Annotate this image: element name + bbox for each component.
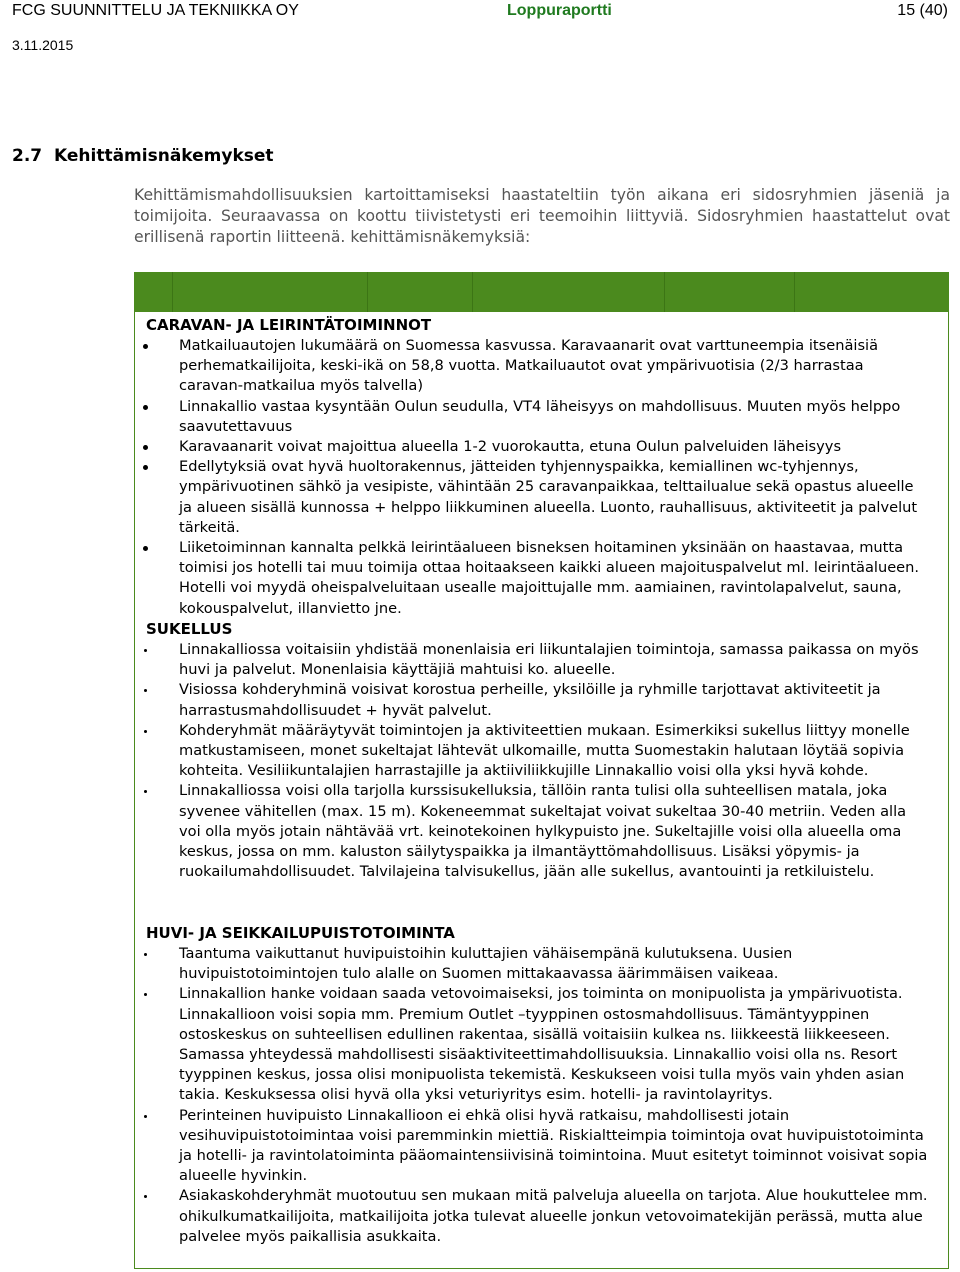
list-item: Karavaanarit voivat majoittua alueella 1-2 vuorokautta, etuna Oulun palveluiden läheisyys <box>135 437 928 457</box>
list-item: Taantuma vaikuttanut huvipuistoihin kuluttajien vähäisempänä kulutuksena. Uusien huvipuistotoimintojen tulo alalle on Suomen mittakaavassa äärimmäisen vaikeaa. <box>135 944 928 984</box>
table-header-cell <box>472 272 665 312</box>
header-page-number: 15 (40) <box>897 2 948 19</box>
table-header-bar <box>134 272 949 312</box>
list-item: Matkailuautojen lukumäärä on Suomessa kasvussa. Karavaanarit ovat varttuneempia itsenäisiä perhematkailijoita, keski-ikä on 58,8 vuotta. Matkailuautot ovat ympärivuotisia (2/3 harrastaa caravan-matkailua myös talvella) <box>135 336 928 397</box>
page-header <box>12 0 948 56</box>
section-heading <box>12 146 274 166</box>
bullet-icon <box>143 465 148 470</box>
list-item: Liiketoiminnan kannalta pelkkä leirintäalueen bisneksen hoitaminen yksinään on haastavaa, mutta toimisi jos hotelli tai muu toimija ottaa hoitaakseen kaikki alueen majoituspalvelut ml. leirintäalueen. Hotelli voi myydä oheispalveluitaan usealle majoittujalle mm. aamiainen, ravintolapalvelut, sauna, kokouspalvelut, illanvietto jne. <box>135 538 928 619</box>
list-item: Kohderyhmät määräytyvät toimintojen ja aktiviteettien mukaan. Esimerkiksi sukellus liittyy monelle matkustamiseen, monet sukeltajat lähtevät ulkomaille, mutta Suomestakin halutaan löytää sopivia kohteita. Vesiliikuntalajien harrastajille ja aktiiviliikkujille Linnakallio voisi olla yksi hyvä kohde. <box>135 721 928 782</box>
bullet-icon <box>144 993 147 996</box>
header-date: 3.11.2015 <box>12 37 74 53</box>
group-heading-caravan: CARAVAN- JA LEIRINTÄTOIMINNOT <box>146 316 432 334</box>
bullet-icon <box>144 649 147 652</box>
bullet-icon <box>143 344 148 349</box>
list-item: Linnakallion hanke voidaan saada vetovoimaiseksi, jos toiminta on monipuolista ja ympärivuotista. Linnakallioon voisi sopia mm. Premium Outlet –tyyppinen ostosmahdollisuus. Tämäntyyppinen ostoskeskus on suhteellisen edullinen rakentaa, sisällä voitaisiin kulkea ns. liikkeestä liikkeeseen. Samassa yhteydessä mahdollisesti sisäaktiviteettimahdollisuuksia. Linnakallio voisi olla ns. Resort tyyppinen keskus, jossa olisi monipuolista tekemistä. Keskukseen voisi tulla myös vain yhden asian takia. Keskuksessa olisi hyvä olla yksi veturiyritys esim. hotelli- ja ravintolayritys. <box>135 984 928 1105</box>
list-item: Asiakaskohderyhmät muotoutuu sen mukaan mitä palveluja alueella on tarjota. Alue houkuttelee mm. ohikulkumatkailijoita, matkailijoita jotka tulevat alueelle jonkun vetovoimatekijän perässä, mutta alue palvelee myös paikallisia asukkaita. <box>135 1186 928 1247</box>
bullet-icon <box>143 445 148 450</box>
list-item: Perinteinen huvipuisto Linnakallioon ei ehkä olisi hyvä ratkaisu, mahdollisesti jotain vesihuvipuistotoimintaa voisi paremminkin miettiä. Riskialtteimpia toimintoja ovat huvipuistotoiminta ja hotelli- ja ravintolatoiminta pääomaintensiivisinä toimintoina. Muut esitetyt toiminnot voisivat sopia alueelle hyvinkin. <box>135 1106 928 1187</box>
section-number: 2.7 <box>12 146 43 166</box>
list-item: Linnakalliossa voisi olla tarjolla kurssisukelluksia, tällöin ranta tulisi olla suhteellisen matala, joka syvenee vähitellen (max. 15 m). Kokeneemmat sukeltajat voivat sukeltaa 30-40 metriin. Veden alla voi olla myös jotain nähtävää vrt. keinotekoinen hylkypuisto jne. Sukeltajille voisi olla alueella oma keskus, jossa on mm. kaluston säilytyspaikka ja ilmantäyttömahdollisuus. Lisäksi yöpymis- ja ruokailumahdollisuudet. Talvilajeina talvisukellus, jään alle sukellus, avantouinti ja retkiluistelu. <box>135 781 928 882</box>
table-header-cell <box>172 272 368 312</box>
intro-paragraph: Kehittämismahdollisuuksien kartoittamiseksi haastateltiin työn aikana eri sidosryhmien jäseniä ja toimijoita. Seuraavassa on koottu tiivistetysti eri teemoihin liittyviä. Sidosryhmien haastattelut ovat erillisenä raportin liitteenä. kehittämisnäkemyksiä: <box>134 186 950 246</box>
header-report-title: Loppuraportti <box>507 2 612 19</box>
section-title: Kehittämisnäkemykset <box>54 146 274 166</box>
bullet-icon <box>144 1195 147 1198</box>
bullet-icon <box>143 405 148 410</box>
table-header-cell <box>367 272 473 312</box>
bullet-icon <box>144 730 147 733</box>
list-item: Visiossa kohderyhminä voisivat korostua perheille, yksilöille ja ryhmille tarjottavat aktiviteetit ja harrastusmahdollisuudet + hyvät palvelut. <box>135 680 928 720</box>
bullet-icon <box>144 689 147 692</box>
bullet-icon <box>144 953 147 956</box>
group-heading-diving: SUKELLUS <box>146 620 233 638</box>
amusement-list <box>135 944 928 1247</box>
bullet-icon <box>144 1115 147 1118</box>
caravan-list <box>135 336 928 619</box>
table-header-cell <box>134 272 173 312</box>
list-item: Linnakallio vastaa kysyntään Oulun seudulla, VT4 läheisyys on mahdollisuus. Muuten myös helppo saavutettavuus <box>135 397 928 437</box>
bullet-icon <box>144 790 147 793</box>
development-views-table <box>134 312 949 1269</box>
group-heading-amusement: HUVI- JA SEIKKAILUPUISTOTOIMINTA <box>146 924 455 942</box>
list-item: Linnakalliossa voitaisiin yhdistää monenlaisia eri liikuntalajien toimintoja, samassa paikassa on myös huvi ja palvelut. Monenlaisia käyttäjiä mahtuisi ko. alueelle. <box>135 640 928 680</box>
header-organization: FCG SUUNNITTELU JA TEKNIIKKA OY <box>12 2 299 19</box>
table-header-cell <box>664 272 795 312</box>
bullet-icon <box>143 546 148 551</box>
diving-list <box>135 640 928 882</box>
list-item: Edellytyksiä ovat hyvä huoltorakennus, jätteiden tyhjennyspaikka, kemiallinen wc-tyhjennys, ympärivuotinen sähkö ja vesipiste, vähintään 25 caravanpaikkaa, telttailualue sekä opastus alueelle ja alueen sisällä kunnossa + helppo liikkuminen alueella. Luonto, rauhallisuus, aktiviteetit ja palvelut tärkeitä. <box>135 457 928 538</box>
